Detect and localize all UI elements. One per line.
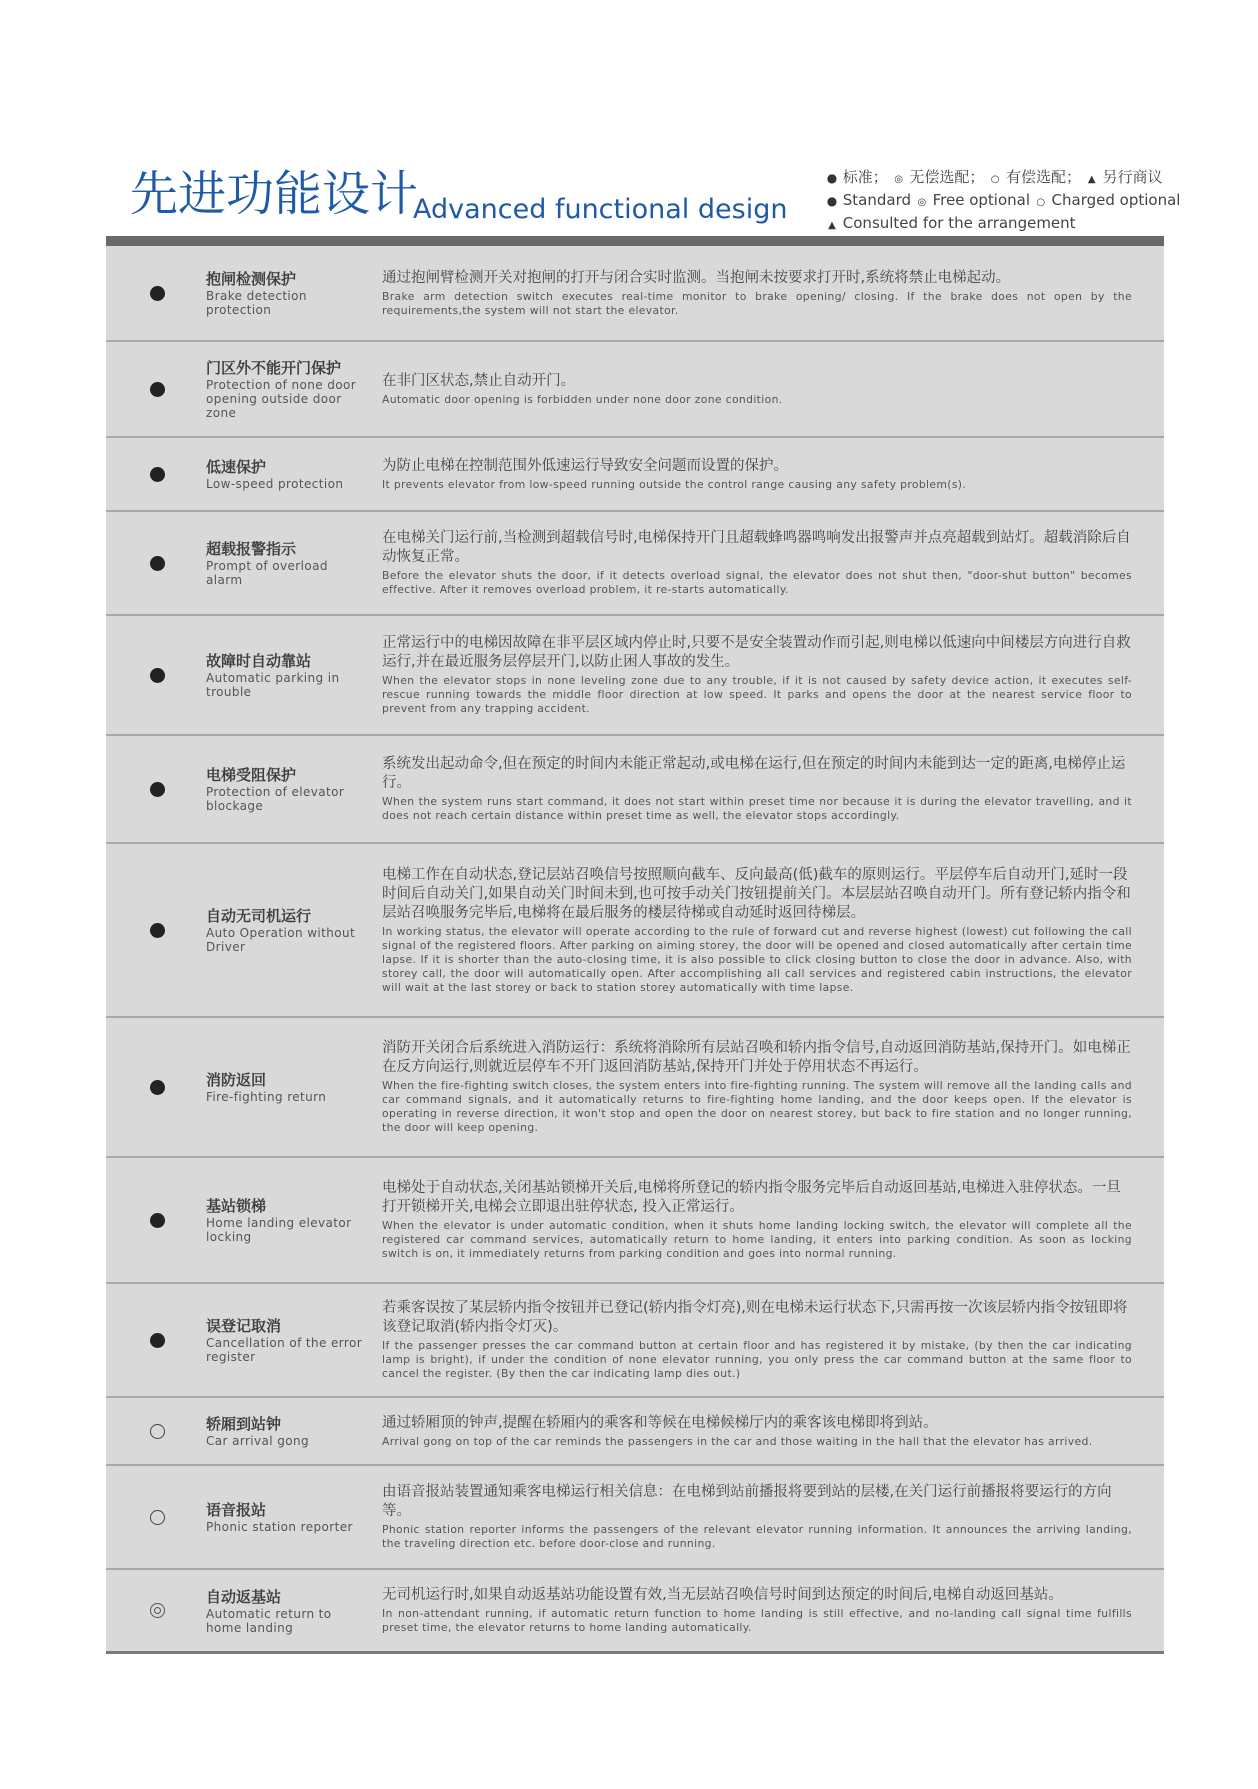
legend-line-1: [826, 167, 1180, 190]
feature-desc-en: When the elevator stops in none leveling zone due to any trouble, if it is not caused by safety device action, it executes self-rescue running towards the middle floor direction at low speed. It parks and opens the door at the nearest service floor to prevent from any trapping accident.: [382, 674, 1132, 715]
feature-desc-cn: 为防止电梯在控制范围外低速运行导致安全问题而设置的保护。: [382, 457, 788, 474]
charged-optional-icon: [150, 1424, 165, 1439]
feature-name-cn: 误登记取消: [206, 1317, 282, 1335]
feature-name-cn: 自动无司机运行: [206, 907, 312, 925]
feature-row: [106, 1018, 1164, 1158]
feature-name-en: Home landing elevator locking: [206, 1216, 352, 1244]
feature-desc-cn: 正常运行中的电梯因故障在非平层区域内停止时,只要不是安全装置动作而引起,则电梯以低速向中间楼层方向进行自救运行,并在最近服务层停层开门,以防止困人事故的发生。: [382, 635, 1131, 670]
consult-triangle-icon: ▲: [1087, 174, 1096, 185]
feature-name-cn: 抱闸检测保护: [206, 270, 297, 288]
feature-desc-en: When the fire-fighting switch closes, the system enters into fire-fighting running. The system will remove all the landing calls and car command signals, and it automatically returns to fire-fighting home landing, and the door keeps open. If the elevator is operating in reverse direction, it won't stop and open the door on nearest storey, but back to fire station and no longer running, the door will keep opening.: [382, 1079, 1132, 1134]
feature-desc-en: In non-attendant running, if automatic return function to home landing is still effective, and no-landing call signal time fulfills preset time, the elevator returns to home landing automatically.: [382, 1607, 1132, 1634]
feature-row: [106, 1158, 1164, 1284]
feature-row: [106, 1466, 1164, 1570]
legend-charged-cn: 有偿选配；: [1005, 168, 1081, 186]
feature-desc-en: Phonic station reporter informs the passengers of the relevant elevator running information. It announces the arriving landing, the traveling direction etc. before door-close and running.: [382, 1523, 1132, 1550]
page-header: [0, 0, 1258, 240]
feature-desc-cn: 无司机运行时,如果自动返基站功能设置有效,当无层站召唤信号时间到达预定的时间后,电梯自动返回基站。: [382, 1587, 1063, 1603]
standard-dot-icon: [150, 286, 165, 301]
feature-name-cn: 自动返基站: [206, 1587, 282, 1606]
charged-optional-icon: ○: [1036, 197, 1046, 208]
standard-dot-icon: [150, 467, 165, 482]
legend-charged-en: Charged optional: [1051, 191, 1181, 209]
feature-name-en: Automatic parking in trouble: [206, 671, 340, 699]
feature-name-cn: 低速保护: [206, 458, 267, 476]
page-title-cn: 先进功能设计: [130, 166, 419, 222]
feature-desc-cn: 通过抱闸臂检测开关对抱闸的打开与闭合实时监测。当抱闸未按要求打开时,系统将禁止电梯起动。: [382, 269, 1011, 286]
feature-desc-cn: 在非门区状态,禁止自动开门。: [382, 372, 576, 389]
legend-free-en: Free optional: [932, 191, 1030, 209]
feature-desc-cn: 若乘客误按了某层轿内指令按钮并已登记(轿内指令灯亮),则在电梯未运行状态下,只需再按一次该层轿内指令按钮即将该登记取消(轿内指令灯灭)。: [382, 1300, 1128, 1335]
legend-consult-en: Consulted for the arrangement: [842, 214, 1076, 232]
feature-row: [106, 1284, 1164, 1398]
feature-desc-en: In working status, the elevator will operate according to the rule of forward cut and reverse highest (lowest) cut following the call signal of the registered floors. After parking on aiming storey, the door will be opened and closed automatically after certain time lapse. If it is shorter than the auto-closing time, it is also possible to click closing button to close the door in advance. Also, with storey call, the door will automatically open. After accomplishing all call services and registered cabin instructions, the elevator will wait at the last storey or back to station storey automatically with time lapse.: [382, 924, 1132, 994]
standard-dot-icon: [150, 1333, 165, 1348]
feature-desc-cn: 由语音报站装置通知乘客电梯运行相关信息：在电梯到站前播报将要到站的层楼,在关门运行前播报将要运行的方向等。: [382, 1484, 1112, 1519]
feature-desc-cn: 电梯处于自动状态,关闭基站锁梯开关后,电梯将所登记的轿内指令服务完毕后自动返回基站,电梯进入驻停状态。一旦打开锁梯开关,电梯会立即退出驻停状态, 投入正常运行。: [382, 1180, 1121, 1215]
feature-row: [106, 512, 1164, 616]
feature-row: [106, 736, 1164, 844]
feature-desc-en: Before the elevator shuts the door, if it detects overload signal, the elevator does not shut then, "door-shut button" becomes effective. After it removes overload problem, it re-starts automatically.: [382, 569, 1132, 596]
standard-dot-icon: [150, 1213, 165, 1228]
standard-dot-icon: [150, 1080, 165, 1095]
feature-name-cn: 故障时自动靠站: [206, 652, 312, 670]
feature-name-cn: 轿厢到站钟: [206, 1415, 282, 1433]
charged-optional-icon: ○: [990, 174, 1000, 185]
feature-name-en: Protection of elevator blockage: [206, 785, 345, 813]
standard-dot-icon: [150, 668, 165, 683]
feature-desc-cn: 消防开关闭合后系统进入消防运行：系统将消除所有层站召唤和轿内指令信号,自动返回消防基站,保持开门。如电梯正在反方向运行,则就近层停车不开门返回消防基站,保持开门并处于停用状态不再运行。: [382, 1040, 1131, 1075]
legend: [826, 167, 1180, 236]
feature-desc-en: Brake arm detection switch executes real-time monitor to brake opening/ closing. If the brake does not open by the requirements,the system will not start the elevator.: [382, 289, 1132, 317]
feature-row: [106, 1570, 1164, 1654]
feature-desc-cn: 系统发出起动命令,但在预定的时间内未能正常起动,或电梯在运行,但在预定的时间内未能到达一定的距离,电梯停止运行。: [382, 756, 1126, 791]
feature-desc-cn: 在电梯关门运行前,当检测到超载信号时,电梯保持开门且超载蜂鸣器鸣响发出报警声并点亮超载到站灯。超载消除后自动恢复正常。: [382, 530, 1131, 565]
feature-name-cn: 消防返回: [206, 1071, 267, 1089]
legend-line-2: [826, 190, 1180, 213]
page-title-en: Advanced functional design: [413, 194, 788, 225]
feature-desc-en: It prevents elevator from low-speed running outside the control range causing any safety problem(s).: [382, 477, 967, 491]
feature-table: [106, 246, 1164, 1654]
feature-row: [106, 844, 1164, 1018]
standard-dot-icon: [150, 556, 165, 571]
free-optional-icon: ◎: [894, 174, 903, 185]
legend-standard-cn: 标准；: [842, 168, 888, 186]
standard-dot-icon: [150, 923, 165, 938]
feature-name-cn: 超载报警指示: [206, 540, 297, 558]
feature-desc-cn: 通过轿厢顶的钟声,提醒在轿厢内的乘客和等候在电梯候梯厅内的乘客该电梯即将到站。: [382, 1414, 938, 1431]
feature-desc-en: When the elevator is under automatic condition, when it shuts home landing locking switch, the elevator will complete all the registered car command services, automatically return to home landing, it enters into parking condition. As soon as locking switch is on, it immediately returns from parking condition and goes into normal running.: [382, 1219, 1132, 1260]
feature-row: [106, 438, 1164, 512]
legend-free-cn: 无偿选配；: [909, 168, 985, 186]
feature-name-en: Phonic station reporter: [206, 1520, 353, 1534]
feature-name-en: Prompt of overload alarm: [206, 559, 328, 587]
feature-name-en: Car arrival gong: [206, 1434, 310, 1448]
legend-consult-cn: 另行商议: [1102, 168, 1163, 186]
header-divider-bar: [106, 236, 1164, 246]
feature-name-en: Brake detection protection: [206, 289, 307, 317]
legend-line-3: [826, 213, 1180, 236]
feature-name-en: Protection of none door opening outside door zone: [206, 378, 357, 420]
feature-name-en: Auto Operation without Driver: [206, 926, 356, 954]
feature-row: [106, 616, 1164, 736]
standard-dot-icon: ●: [826, 171, 838, 185]
feature-name-en: Automatic return to home landing: [206, 1606, 332, 1635]
feature-name-cn: 语音报站: [206, 1501, 267, 1519]
standard-dot-icon: [150, 382, 165, 397]
standard-dot-icon: ●: [826, 194, 838, 208]
free-optional-icon: ◎: [917, 197, 927, 208]
legend-standard-en: Standard: [842, 191, 912, 209]
consult-triangle-icon: ▲: [828, 220, 836, 231]
feature-desc-cn: 电梯工作在自动状态,登记层站召唤信号按照顺向截车、反向最高(低)截车的原则运行。平层停车后自动开门,延时一段时间后自动关门,如果自动关门时间未到,也可按手动关门按钮提前关门。本层层站召唤自动开门。所有登记轿内指令和层站召唤服务完毕后,电梯将在最后服务的楼层待梯或自动延时返回待梯层。: [382, 866, 1131, 921]
feature-name-en: Fire-fighting return: [206, 1090, 327, 1104]
feature-name-cn: 电梯受阻保护: [206, 766, 297, 784]
feature-row: [106, 1398, 1164, 1466]
feature-desc-en: Arrival gong on top of the car reminds the passengers in the car and those waiting in the hall that the elevator has arrived.: [382, 1434, 1093, 1448]
feature-desc-en: Automatic door opening is forbidden under none door zone condition.: [382, 392, 783, 406]
standard-dot-icon: [150, 782, 165, 797]
feature-desc-en: If the passenger presses the car command button at certain floor and has registered it by mistake, (by then the car indicating lamp is bright), if under the condition of none elevator running, you only press the car command button at the same floor to cancel the register. (By then the car indicating lamp dies out.): [382, 1339, 1132, 1380]
free-optional-icon: [150, 1603, 165, 1618]
feature-row: [106, 342, 1164, 438]
feature-name-cn: 基站锁梯: [206, 1197, 267, 1215]
feature-desc-en: When the system runs start command, it does not start within preset time nor because it is during the elevator travelling, and it does not reach certain distance within preset time as well, the elevator stops accordingly.: [382, 795, 1132, 822]
charged-optional-icon: [150, 1510, 165, 1525]
feature-name-cn: 门区外不能开门保护: [206, 359, 342, 377]
feature-name-en: Cancellation of the error register: [206, 1336, 363, 1364]
feature-row: [106, 246, 1164, 342]
feature-name-en: Low-speed protection: [206, 477, 344, 491]
